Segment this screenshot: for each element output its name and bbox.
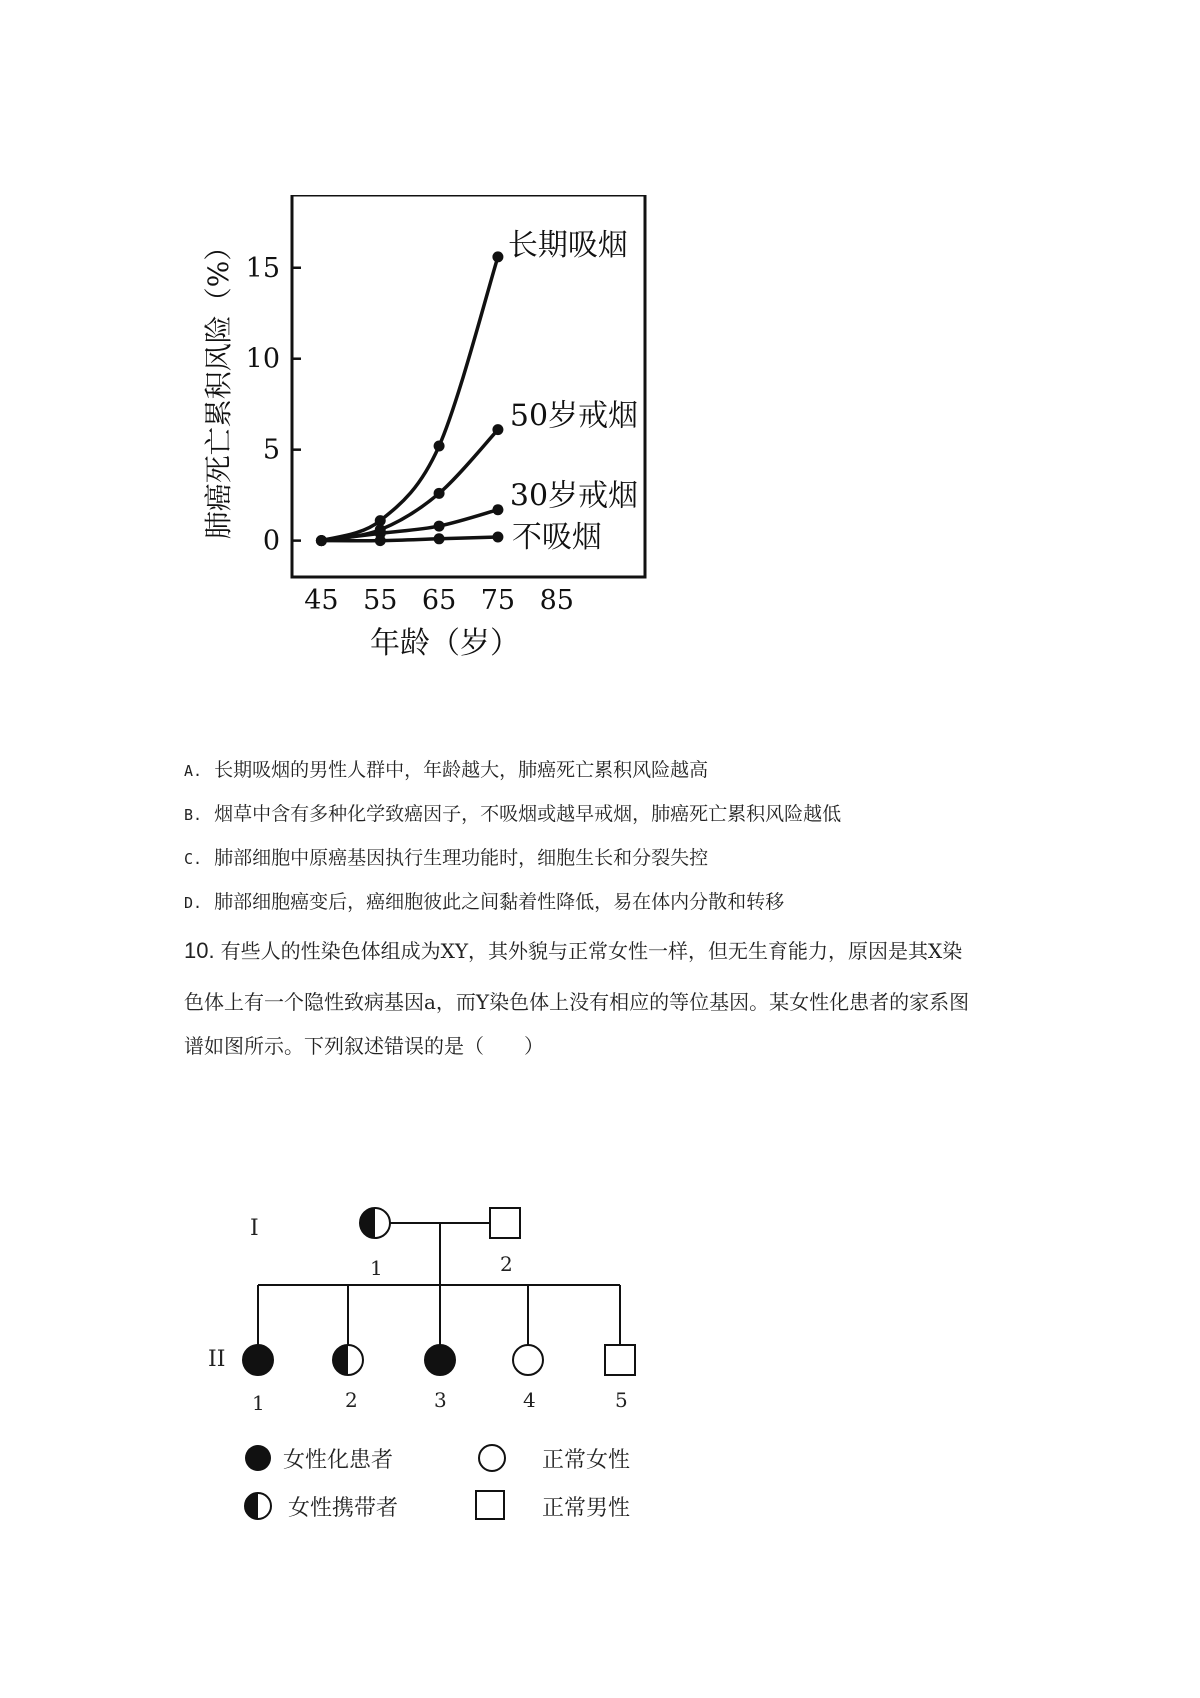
option-letter: D. [184, 894, 203, 912]
legend-affected-symbol [245, 1445, 271, 1471]
x-axis-label: 年龄（岁） [370, 626, 520, 661]
option-a [184, 755, 708, 782]
series-label: 长期吸烟 [507, 227, 628, 263]
y-tick-label: 0 [262, 525, 280, 557]
x-tick-label: 65 [421, 585, 457, 616]
ii-1-affected [243, 1345, 273, 1375]
ii-4-label: 4 [523, 1388, 536, 1412]
data-point [492, 251, 503, 262]
option-text: 烟草中含有多种化学致癌因子，不吸烟或越早戒烟，肺癌死亡累积风险越低 [214, 803, 842, 825]
option-letter: A. [184, 762, 203, 780]
legend-carrier-symbol [245, 1493, 271, 1519]
i-2-normal-male [490, 1208, 520, 1238]
ii-2-carrier-female [333, 1345, 363, 1375]
i-2-label: 2 [500, 1252, 513, 1276]
question-number: 10. [184, 938, 215, 963]
legend-carrier-label: 女性携带者 [288, 1496, 399, 1521]
x-tick-label: 45 [304, 585, 339, 616]
data-point [434, 441, 445, 452]
series-label: 不吸烟 [511, 519, 602, 555]
x-tick-label: 85 [539, 585, 574, 616]
option-text: 长期吸烟的男性人群中，年龄越大，肺癌死亡累积风险越高 [214, 759, 709, 781]
series-line [321, 430, 498, 541]
legend-affected-label: 女性化患者 [283, 1448, 394, 1473]
x-tick-label: 75 [480, 585, 516, 616]
i-1-label: 1 [370, 1256, 383, 1280]
ii-5-normal-male [605, 1345, 635, 1375]
legend-normal-male-label: 正常男性 [542, 1496, 631, 1521]
question-line-2 [184, 986, 969, 1015]
generation-label-ii: II [208, 1347, 226, 1372]
generation-label-i: I [250, 1216, 259, 1241]
question-line-3 [184, 1030, 544, 1059]
question-text-3: 谱如图所示。下列叙述错误的是（ ） [184, 1034, 544, 1058]
option-letter: B. [184, 806, 203, 824]
legend-normal-female-label: 正常女性 [542, 1448, 631, 1473]
question-text-1: 有些人的性染色体组成为XY，其外貌与正常女性一样，但无生育能力，原因是其X染 [220, 939, 963, 963]
y-tick-label: 10 [245, 343, 280, 375]
ii-1-label: 1 [252, 1391, 265, 1415]
option-c [184, 843, 708, 870]
data-point [316, 535, 327, 546]
y-tick-label: 5 [262, 434, 280, 466]
option-letter: C. [184, 850, 203, 868]
data-point [434, 533, 445, 544]
ii-3-affected [425, 1345, 455, 1375]
option-b [184, 799, 841, 826]
question-line-1 [184, 935, 962, 964]
y-tick-label: 15 [245, 252, 280, 284]
y-axis-label: 肺癌死亡累积风险（%） [202, 232, 235, 540]
i-1-carrier-female [360, 1208, 390, 1238]
legend-normal-male-symbol [476, 1491, 504, 1519]
ii-5-label: 5 [615, 1388, 628, 1412]
option-text: 肺部细胞中原癌基因执行生理功能时，细胞生长和分裂失控 [214, 847, 709, 869]
series-label: 50岁戒烟 [509, 398, 639, 434]
series-line [321, 257, 498, 541]
data-point [375, 535, 386, 546]
ii-2-label: 2 [345, 1388, 358, 1412]
ii-3-label: 3 [434, 1388, 447, 1412]
data-point [434, 488, 445, 499]
x-tick-label: 55 [363, 585, 398, 616]
pedigree-diagram [200, 1185, 760, 1555]
lung-cancer-risk-chart [195, 195, 715, 735]
data-point [492, 424, 503, 435]
data-point [434, 521, 445, 532]
ii-4-normal-female [513, 1345, 543, 1375]
data-point [492, 531, 503, 542]
question-text-2: 色体上有一个隐性致病基因a，而Y染色体上没有相应的等位基因。某女性化患者的家系图 [184, 990, 970, 1014]
legend-normal-female-symbol [479, 1445, 505, 1471]
data-point [492, 504, 503, 515]
option-text: 肺部细胞癌变后，癌细胞彼此之间黏着性降低，易在体内分散和转移 [214, 891, 785, 913]
option-d [184, 887, 784, 914]
series-label: 30岁戒烟 [509, 478, 639, 514]
